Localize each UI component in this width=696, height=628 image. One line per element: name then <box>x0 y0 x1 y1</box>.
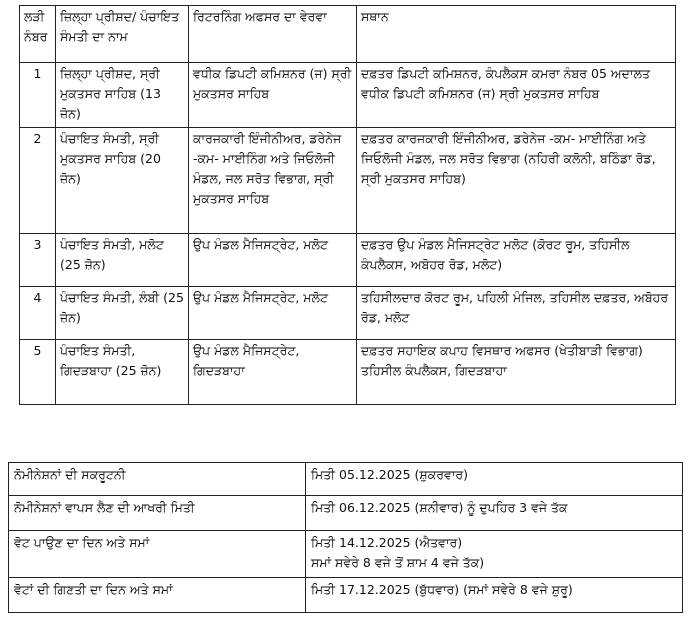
schedule-value-line: ਮਿਤੀ 05.12.2025 (ਸ਼ੁਕਰਵਾਰ) <box>311 467 469 482</box>
schedule-row <box>9 463 683 496</box>
row-returning-officer: ਉਪ ਮੰਡਲ ਮੈਜਿਸਟ੍ਰੇਟ, ਮਲੋਟ <box>189 287 357 340</box>
table-row <box>20 128 676 234</box>
row-returning-officer: ਉਪ ਮੰਡਲ ਮੈਜਿਸਟ੍ਰੇਟ, ਮਲੋਟ <box>189 234 357 287</box>
schedule-label: ਨੋਮੀਨੇਸ਼ਨਾਂ ਦੀ ਸਕਰੂਟਨੀ <box>9 463 306 496</box>
header-returning-officer: ਰਿਟਰਨਿੰਗ ਅਫਸਰ ਦਾ ਵੇਰਵਾ <box>189 6 357 63</box>
schedule-row <box>9 496 683 531</box>
row-serial: 5 <box>20 340 56 405</box>
row-body-name: ਪੰਚਾਇਤ ਸੰਮਤੀ, ਗਿਦੜਬਾਹਾ (25 ਜ਼ੋਨ) <box>56 340 189 405</box>
row-body-name: ਪੰਚਾਇਤ ਸੰਮਤੀ, ਸ੍ਰੀ ਮੁਕਤਸਰ ਸਾਹਿਬ (20 ਜ਼ੋਨ) <box>56 128 189 234</box>
table-row <box>20 234 676 287</box>
table-row <box>20 340 676 405</box>
schedule-row <box>9 578 683 613</box>
schedule-value-line: ਮਿਤੀ 06.12.2025 (ਸ਼ਨੀਵਾਰ) ਨੂੰ ਦੁਪਹਿਰ 3 ਵਜੇ ਤੱਕ <box>311 500 568 515</box>
row-body-name: ਜ਼ਿਲ੍ਹਾ ਪ੍ਰੀਸ਼ਦ, ਸ੍ਰੀ ਮੁਕਤਸਰ ਸਾਹਿਬ (13 ਜ਼ੋਨ) <box>56 63 189 128</box>
row-place: ਦਫ਼ਤਰ ਉਪ ਮੰਡਲ ਮੈਜਿਸਟ੍ਰੇਟ ਮਲੋਟ (ਕੋਰਟ ਰੂਮ, ਤਹਿਸੀਲ ਕੰਪਲੈਕਸ, ਅਬੋਹਰ ਰੋਡ, ਮਲੋਟ) <box>357 234 676 287</box>
row-place: ਦਫ਼ਤਰ ਸਹਾਇਕ ਕਪਾਹ ਵਿਸਥਾਰ ਅਫਸਰ (ਖੇਤੀਬਾੜੀ ਵਿਭਾਗ) ਤਹਿਸੀਲ ਕੰਪਲੈਕਸ, ਗਿਦੜਬਾਹਾ <box>357 340 676 405</box>
row-serial: 2 <box>20 128 56 234</box>
schedule-value <box>306 578 683 613</box>
schedule-value <box>306 463 683 496</box>
election-schedule-table <box>8 462 683 613</box>
schedule-value <box>306 496 683 531</box>
header-place: ਸਥਾਨ <box>357 6 676 63</box>
schedule-value <box>306 531 683 578</box>
row-place: ਦਫ਼ਤਰ ਕਾਰਜਕਾਰੀ ਇੰਜੀਨੀਅਰ, ਡਰੇਨੇਜ -ਕਮ- ਮਾਈਨਿੰਗ ਅਤੇ ਜਿਓਲੋਜੀ ਮੰਡਲ, ਜਲ ਸਰੋਤ ਵਿਭਾਗ (ਨਹਿਰੀ ਕਲੋਨੀ, ਬਠਿੰਡਾ ਰੋਡ, ਸ੍ਰੀ ਮੁਕਤਸਰ ਸਾਹਿਬ) <box>357 128 676 234</box>
schedule-value-line: ਮਿਤੀ 14.12.2025 (ਐਤਵਾਰ) <box>311 535 463 550</box>
schedule-label: ਵੋਟ ਪਾਉਣ ਦਾ ਦਿਨ ਅਤੇ ਸਮਾਂ <box>9 531 306 578</box>
row-serial: 4 <box>20 287 56 340</box>
row-body-name: ਪੰਚਾਇਤ ਸੰਮਤੀ, ਮਲੋਟ (25 ਜ਼ੋਨ) <box>56 234 189 287</box>
row-body-name: ਪੰਚਾਇਤ ਸੰਮਤੀ, ਲੰਬੀ (25 ਜ਼ੋਨ) <box>56 287 189 340</box>
row-place: ਦਫ਼ਤਰ ਡਿਪਟੀ ਕਮਿਸ਼ਨਰ, ਕੰਪਲੈਕਸ ਕਮਰਾ ਨੰਬਰ 05 ਅਦਾਲਤ ਵਧੀਕ ਡਿਪਟੀ ਕਮਿਸ਼ਨਰ (ਜ) ਸ੍ਰੀ ਮੁਕਤਸਰ ਸਾਹਿਬ <box>357 63 676 128</box>
row-returning-officer: ਵਧੀਕ ਡਿਪਟੀ ਕਮਿਸ਼ਨਰ (ਜ) ਸ੍ਰੀ ਮੁਕਤਸਰ ਸਾਹਿਬ <box>189 63 357 128</box>
schedule-label: ਨੋਮੀਨੇਸ਼ਨਾਂ ਵਾਪਸ ਲੈਣ ਦੀ ਆਖਰੀ ਮਿਤੀ <box>9 496 306 531</box>
table-row <box>20 63 676 128</box>
header-serial: ਲੜੀ ਨੰਬਰ <box>20 6 56 63</box>
schedule-value-line: ਮਿਤੀ 17.12.2025 (ਬੁੱਧਵਾਰ) (ਸਮਾਂ ਸਵੇਰੇ 8 ਵਜੇ ਸ਼ੁਰੂ) <box>311 582 573 597</box>
returning-officers-table <box>19 5 676 405</box>
row-serial: 3 <box>20 234 56 287</box>
row-place: ਤਹਿਸੀਲਦਾਰ ਕੋਰਟ ਰੂਮ, ਪਹਿਲੀ ਮੰਜਿਲ, ਤਹਿਸੀਲ ਦਫ਼ਤਰ, ਅਬੋਹਰ ਰੋਡ, ਮਲੋਟ <box>357 287 676 340</box>
row-returning-officer: ਉਪ ਮੰਡਲ ਮੈਜਿਸਟ੍ਰੇਟ, ਗਿਦੜਬਾਹਾ <box>189 340 357 405</box>
schedule-value-line: ਸਮਾਂ ਸਵੇਰੇ 8 ਵਜੇ ਤੋਂ ਸ਼ਾਮ 4 ਵਜੇ ਤੱਕ) <box>311 555 485 570</box>
header-body-name: ਜ਼ਿਲ੍ਹਾ ਪ੍ਰੀਸ਼ਦ/ ਪੰਚਾਇਤ ਸੰਮਤੀ ਦਾ ਨਾਮ <box>56 6 189 63</box>
table-row <box>20 287 676 340</box>
row-serial: 1 <box>20 63 56 128</box>
schedule-row <box>9 531 683 578</box>
table-header-row <box>20 6 676 63</box>
row-returning-officer: ਕਾਰਜਕਾਰੀ ਇੰਜੀਨੀਅਰ, ਡਰੇਨੇਜ -ਕਮ- ਮਾਈਨਿੰਗ ਅਤੇ ਜਿਓਲੋਜੀ ਮੰਡਲ, ਜਲ ਸਰੋਤ ਵਿਭਾਗ, ਸ੍ਰੀ ਮੁਕਤਸਰ ਸਾਹਿਬ <box>189 128 357 234</box>
schedule-label: ਵੋਟਾਂ ਦੀ ਗਿਣਤੀ ਦਾ ਦਿਨ ਅਤੇ ਸਮਾਂ <box>9 578 306 613</box>
